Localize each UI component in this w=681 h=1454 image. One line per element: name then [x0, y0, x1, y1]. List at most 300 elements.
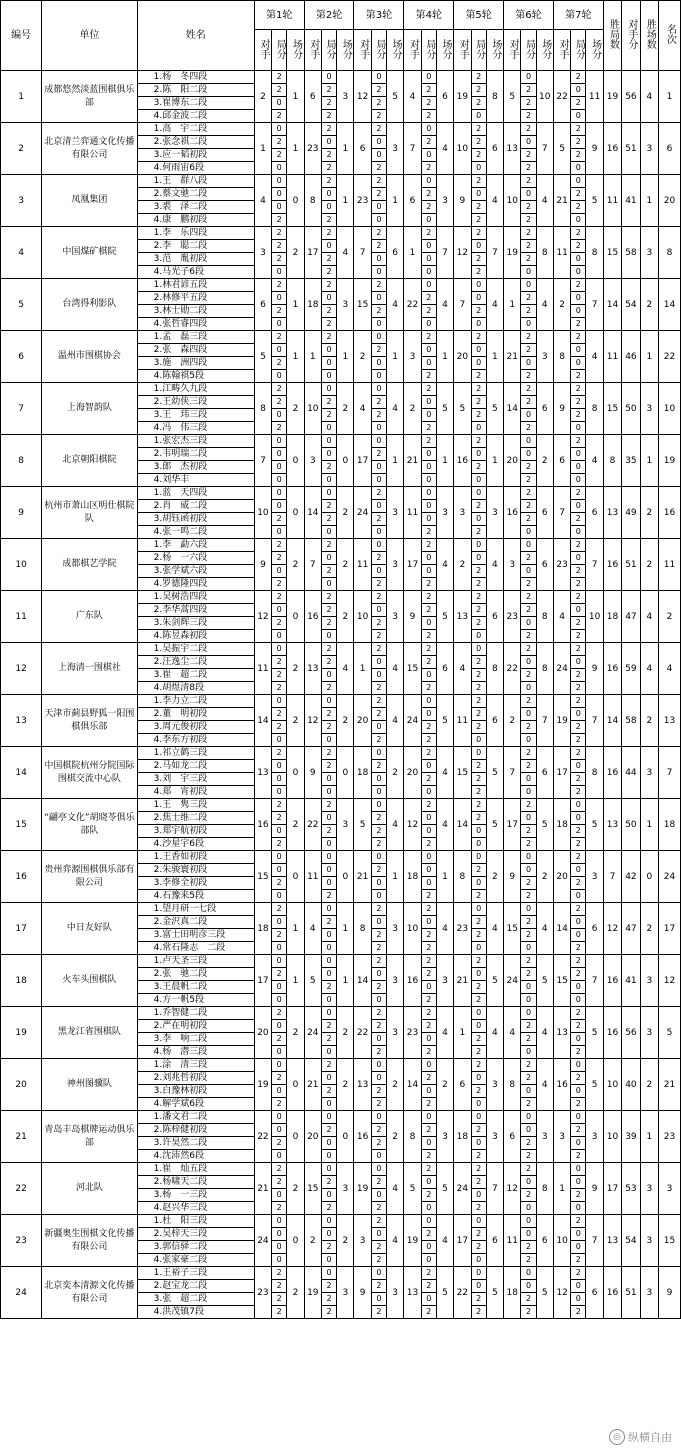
- wins-total: 19: [603, 71, 621, 123]
- opponent: 22: [504, 643, 521, 695]
- game-score: 2: [371, 838, 386, 851]
- game-score: 2: [571, 396, 586, 409]
- game-score: 2: [321, 279, 336, 292]
- opponent: 6: [304, 71, 321, 123]
- header-r3-game: 局分: [371, 30, 386, 71]
- opponent: 5: [454, 383, 471, 435]
- opponent: 6: [254, 279, 271, 331]
- game-score: 0: [272, 461, 287, 474]
- game-score: 2: [521, 968, 536, 981]
- game-score: 2: [521, 695, 536, 708]
- wins-total: 13: [603, 799, 621, 851]
- game-score: 0: [371, 292, 386, 305]
- team-unit: 中日友好队: [42, 903, 137, 955]
- player-name: 3.应一韬初段: [137, 149, 254, 162]
- game-score: 0: [272, 825, 287, 838]
- match-points: 3: [436, 955, 453, 1007]
- game-score: 0: [471, 110, 486, 123]
- game-score: 0: [571, 604, 586, 617]
- game-score: 2: [571, 786, 586, 799]
- team-no: 22: [1, 1163, 42, 1215]
- game-score: 0: [371, 968, 386, 981]
- game-score: 0: [571, 916, 586, 929]
- opponent-score-total: 47: [622, 903, 640, 955]
- game-score: 0: [321, 201, 336, 214]
- game-score: 2: [521, 227, 536, 240]
- table-row: [1, 1059, 681, 1072]
- game-score: 2: [371, 1085, 386, 1098]
- team-no: 21: [1, 1111, 42, 1163]
- game-score: 2: [272, 747, 287, 760]
- team-no: 7: [1, 383, 42, 435]
- match-points: 3: [436, 175, 453, 227]
- player-name: 4.洪茂镇7段: [137, 1306, 254, 1319]
- opponent: 1: [304, 331, 321, 383]
- game-score: 2: [521, 344, 536, 357]
- opponent: 8: [254, 383, 271, 435]
- game-score: 2: [421, 422, 436, 435]
- opponent: 11: [553, 227, 570, 279]
- game-score: 0: [321, 968, 336, 981]
- player-name: 2.刘兆哲初段: [137, 1072, 254, 1085]
- match-points: 7: [486, 1163, 503, 1215]
- game-score: 0: [421, 1293, 436, 1306]
- game-score: 2: [521, 929, 536, 942]
- rank: 13: [659, 695, 681, 747]
- player-name: 2.陈梓健初段: [137, 1124, 254, 1137]
- player-name: 3.张学斌六段: [137, 565, 254, 578]
- player-name: 3.王 玮三段: [137, 409, 254, 422]
- game-score: 2: [471, 1202, 486, 1215]
- player-name: 1.杜 阳三段: [137, 1215, 254, 1228]
- game-score: 0: [421, 461, 436, 474]
- match-wins-total: 3: [640, 123, 658, 175]
- game-score: 2: [471, 981, 486, 994]
- match-points: 1: [387, 851, 404, 903]
- game-score: 2: [521, 513, 536, 526]
- game-score: 2: [471, 1046, 486, 1059]
- player-name: 3.施 洲四段: [137, 357, 254, 370]
- game-score: 2: [521, 461, 536, 474]
- game-score: 2: [272, 396, 287, 409]
- game-score: 2: [471, 175, 486, 188]
- opponent: 10: [454, 123, 471, 175]
- game-score: 0: [421, 474, 436, 487]
- game-score: 2: [571, 331, 586, 344]
- game-score: 2: [421, 578, 436, 591]
- match-points: 1: [287, 123, 304, 175]
- game-score: 0: [272, 955, 287, 968]
- game-score: 2: [471, 591, 486, 604]
- opponent: 22: [304, 799, 321, 851]
- header-round-3: 第3轮: [354, 1, 404, 30]
- game-score: 2: [321, 1085, 336, 1098]
- game-score: 0: [272, 318, 287, 331]
- team-no: 6: [1, 331, 42, 383]
- game-score: 2: [521, 331, 536, 344]
- game-score: 2: [272, 578, 287, 591]
- match-points: 1: [337, 903, 354, 955]
- game-score: 0: [471, 318, 486, 331]
- match-wins-total: 2: [640, 903, 658, 955]
- game-score: 0: [421, 149, 436, 162]
- game-score: 0: [421, 318, 436, 331]
- game-score: 2: [421, 1072, 436, 1085]
- player-name: 4.罗德隆四段: [137, 578, 254, 591]
- game-score: 0: [521, 708, 536, 721]
- game-score: 0: [321, 1098, 336, 1111]
- game-score: 0: [272, 266, 287, 279]
- game-score: 2: [371, 578, 386, 591]
- player-name: 4.邱金波二段: [137, 110, 254, 123]
- game-score: 2: [471, 409, 486, 422]
- table-row: [1, 1163, 681, 1176]
- game-score: 0: [371, 435, 386, 448]
- game-score: 2: [471, 331, 486, 344]
- game-score: 2: [571, 734, 586, 747]
- game-score: 2: [371, 84, 386, 97]
- game-score: 2: [571, 149, 586, 162]
- header-r1-opp: 对手: [254, 30, 271, 71]
- game-score: 2: [571, 201, 586, 214]
- game-score: 0: [421, 981, 436, 994]
- opponent: 9: [504, 851, 521, 903]
- game-score: 2: [371, 552, 386, 565]
- game-score: 2: [321, 890, 336, 903]
- game-score: 2: [521, 591, 536, 604]
- opponent: 17: [454, 1215, 471, 1267]
- game-score: 2: [471, 1293, 486, 1306]
- game-score: 2: [521, 1293, 536, 1306]
- game-score: 2: [321, 981, 336, 994]
- game-score: 0: [371, 604, 386, 617]
- opponent: 13: [454, 591, 471, 643]
- wins-total: 11: [603, 175, 621, 227]
- match-points: 8: [536, 591, 553, 643]
- game-score: 2: [272, 305, 287, 318]
- game-score: 0: [321, 136, 336, 149]
- game-score: 0: [571, 292, 586, 305]
- game-score: 2: [521, 500, 536, 513]
- game-score: 2: [371, 97, 386, 110]
- game-score: 2: [571, 682, 586, 695]
- game-score: 2: [272, 1033, 287, 1046]
- match-wins-total: 1: [640, 1111, 658, 1163]
- header-r1-game: 局分: [272, 30, 287, 71]
- opponent-score-total: 41: [622, 175, 640, 227]
- game-score: 0: [321, 487, 336, 500]
- game-score: 2: [272, 812, 287, 825]
- game-score: 0: [521, 448, 536, 461]
- team-no: 10: [1, 539, 42, 591]
- game-score: 2: [521, 370, 536, 383]
- game-score: 2: [272, 1137, 287, 1150]
- game-score: 2: [272, 279, 287, 292]
- match-points: 4: [436, 1007, 453, 1059]
- team-unit: 台湾得利影队: [42, 279, 137, 331]
- rank: 21: [659, 1059, 681, 1111]
- game-score: 2: [371, 630, 386, 643]
- player-name: 1.王裕子三段: [137, 1267, 254, 1280]
- opponent: 13: [553, 1007, 570, 1059]
- game-score: 2: [321, 799, 336, 812]
- opponent-score-total: 46: [622, 331, 640, 383]
- game-score: 2: [321, 318, 336, 331]
- player-name: 3.朱剑辉三段: [137, 617, 254, 630]
- game-score: 2: [371, 643, 386, 656]
- match-points: 4: [486, 539, 503, 591]
- player-name: 4.杨 潜三段: [137, 1046, 254, 1059]
- opponent: 18: [553, 799, 570, 851]
- opponent: 10: [354, 591, 371, 643]
- match-points: 4: [486, 175, 503, 227]
- game-score: 0: [272, 1046, 287, 1059]
- match-points: 8: [586, 383, 603, 435]
- match-points: 4: [387, 383, 404, 435]
- opponent-score-total: 51: [622, 123, 640, 175]
- game-score: 0: [421, 1202, 436, 1215]
- game-score: 0: [371, 461, 386, 474]
- player-name: 4.郑 宵初段: [137, 786, 254, 799]
- opponent: 21: [553, 175, 570, 227]
- opponent: 11: [354, 539, 371, 591]
- team-unit: 天津市蓟县野狐一阳围棋俱乐部: [42, 695, 137, 747]
- game-score: 2: [321, 617, 336, 630]
- match-points: 1: [287, 71, 304, 123]
- game-score: 0: [371, 201, 386, 214]
- game-score: 0: [571, 1241, 586, 1254]
- game-score: 2: [471, 435, 486, 448]
- game-score: 2: [272, 1163, 287, 1176]
- match-points: 6: [536, 1215, 553, 1267]
- game-score: 2: [371, 617, 386, 630]
- opponent: 16: [404, 955, 421, 1007]
- game-score: 2: [471, 760, 486, 773]
- match-points: 10: [586, 591, 603, 643]
- game-score: 0: [571, 890, 586, 903]
- game-score: 0: [321, 448, 336, 461]
- team-no: 8: [1, 435, 42, 487]
- game-score: 0: [371, 1111, 386, 1124]
- game-score: 0: [272, 1254, 287, 1267]
- game-score: 2: [571, 97, 586, 110]
- game-score: 2: [421, 305, 436, 318]
- game-score: 0: [371, 1267, 386, 1280]
- match-points: 5: [486, 747, 503, 799]
- header-unit: 单位: [42, 1, 137, 71]
- match-wins-total: 2: [640, 539, 658, 591]
- match-points: 7: [586, 695, 603, 747]
- game-score: 0: [272, 1215, 287, 1228]
- game-score: 2: [521, 1189, 536, 1202]
- table-row: [1, 695, 681, 708]
- header-no: 编号: [1, 1, 42, 71]
- team-unit: 北京朝阳棋院: [42, 435, 137, 487]
- game-score: 0: [272, 1150, 287, 1163]
- player-name: 3.范 胤初段: [137, 253, 254, 266]
- opponent: 18: [304, 279, 321, 331]
- game-score: 0: [371, 474, 386, 487]
- game-score: 2: [321, 331, 336, 344]
- game-score: 0: [571, 1059, 586, 1072]
- game-score: 2: [421, 1306, 436, 1319]
- header-round-4: 第4轮: [404, 1, 454, 30]
- match-points: 2: [337, 1059, 354, 1111]
- opponent: 21: [304, 1059, 321, 1111]
- header-r7-match: 场分: [586, 30, 603, 71]
- game-score: 0: [371, 1189, 386, 1202]
- game-score: 2: [571, 123, 586, 136]
- game-score: 2: [421, 955, 436, 968]
- header-row-1: [1, 1, 681, 30]
- game-score: 2: [521, 630, 536, 643]
- match-wins-total: 2: [640, 1059, 658, 1111]
- game-score: 2: [471, 396, 486, 409]
- game-score: 0: [571, 84, 586, 97]
- match-points: 5: [436, 695, 453, 747]
- rank: 15: [659, 1215, 681, 1267]
- match-points: 4: [387, 799, 404, 851]
- player-name: 1.崔 灿五段: [137, 1163, 254, 1176]
- match-points: 4: [436, 799, 453, 851]
- game-score: 0: [571, 175, 586, 188]
- opponent: 20: [354, 695, 371, 747]
- opponent: 9: [254, 539, 271, 591]
- game-score: 2: [521, 383, 536, 396]
- table-row: [1, 175, 681, 188]
- game-score: 2: [321, 500, 336, 513]
- game-score: 2: [321, 1033, 336, 1046]
- opponent: 1: [254, 123, 271, 175]
- player-name: 1.孟 磊三段: [137, 331, 254, 344]
- opponent: 13: [254, 747, 271, 799]
- game-score: 2: [421, 1098, 436, 1111]
- game-score: 2: [471, 1033, 486, 1046]
- game-score: 0: [571, 1228, 586, 1241]
- table-row: [1, 383, 681, 396]
- game-score: 0: [321, 1254, 336, 1267]
- opponent: 21: [454, 955, 471, 1007]
- table-row: [1, 435, 681, 448]
- opponent: 10: [553, 1215, 570, 1267]
- player-name: 1.吴振宇二段: [137, 643, 254, 656]
- opponent: 1: [454, 1007, 471, 1059]
- opponent: 23: [454, 903, 471, 955]
- rank: 6: [659, 123, 681, 175]
- match-wins-total: 2: [640, 487, 658, 539]
- match-points: 2: [436, 1059, 453, 1111]
- game-score: 2: [571, 838, 586, 851]
- game-score: 2: [521, 838, 536, 851]
- player-name: 3.李 响二段: [137, 1033, 254, 1046]
- game-score: 2: [321, 682, 336, 695]
- wins-total: 16: [603, 123, 621, 175]
- table-row: [1, 487, 681, 500]
- game-score: 2: [321, 396, 336, 409]
- game-score: 2: [471, 578, 486, 591]
- player-name: 1.杨 冬四段: [137, 71, 254, 84]
- game-score: 0: [272, 981, 287, 994]
- game-score: 0: [521, 773, 536, 786]
- wechat-icon: ◎: [609, 1429, 625, 1445]
- game-score: 0: [321, 383, 336, 396]
- opponent-score-total: 53: [622, 1163, 640, 1215]
- match-points: 4: [486, 279, 503, 331]
- game-score: 2: [421, 227, 436, 240]
- player-name: 2.马如龙二段: [137, 760, 254, 773]
- game-score: 2: [521, 643, 536, 656]
- game-score: 0: [371, 370, 386, 383]
- game-score: 0: [371, 383, 386, 396]
- game-score: 2: [571, 370, 586, 383]
- game-score: 2: [371, 1202, 386, 1215]
- opponent: 10: [254, 487, 271, 539]
- game-score: 2: [371, 396, 386, 409]
- match-points: 6: [486, 695, 503, 747]
- wins-total: 15: [603, 383, 621, 435]
- player-name: 1.王 群八段: [137, 175, 254, 188]
- game-score: 0: [371, 136, 386, 149]
- game-score: 2: [272, 721, 287, 734]
- game-score: 0: [571, 1163, 586, 1176]
- player-name: 3.许昊然二段: [137, 1137, 254, 1150]
- opponent-score-total: 51: [622, 539, 640, 591]
- rank: 11: [659, 539, 681, 591]
- match-points: 2: [287, 1007, 304, 1059]
- game-score: 2: [571, 591, 586, 604]
- game-score: 0: [421, 1033, 436, 1046]
- match-points: 2: [337, 591, 354, 643]
- game-score: 2: [571, 513, 586, 526]
- game-score: 2: [371, 760, 386, 773]
- game-score: 2: [521, 253, 536, 266]
- match-points: 4: [436, 747, 453, 799]
- game-score: 2: [371, 903, 386, 916]
- game-score: 2: [321, 149, 336, 162]
- game-score: 0: [571, 344, 586, 357]
- game-score: 2: [272, 1293, 287, 1306]
- game-score: 2: [272, 591, 287, 604]
- game-score: 2: [272, 877, 287, 890]
- opponent: 7: [354, 227, 371, 279]
- game-score: 2: [371, 591, 386, 604]
- opponent: 9: [454, 175, 471, 227]
- wins-total: 16: [603, 643, 621, 695]
- player-name: 4.方一帆5段: [137, 994, 254, 1007]
- match-points: 4: [586, 435, 603, 487]
- match-points: 4: [387, 1163, 404, 1215]
- opponent: 9: [553, 383, 570, 435]
- game-score: 0: [421, 253, 436, 266]
- game-score: 2: [371, 864, 386, 877]
- game-score: 2: [421, 903, 436, 916]
- game-score: 2: [421, 682, 436, 695]
- player-name: 4.刘华丰: [137, 474, 254, 487]
- opponent: 20: [504, 435, 521, 487]
- game-score: 0: [571, 1176, 586, 1189]
- opponent: 3: [404, 331, 421, 383]
- opponent: 11: [454, 695, 471, 747]
- game-score: 0: [571, 552, 586, 565]
- match-points: 6: [387, 227, 404, 279]
- game-score: 2: [471, 123, 486, 136]
- game-score: 0: [321, 240, 336, 253]
- match-points: 2: [337, 695, 354, 747]
- game-score: 0: [321, 1072, 336, 1085]
- match-points: 0: [287, 591, 304, 643]
- header-r3-match: 场分: [387, 30, 404, 71]
- opponent-score-total: 44: [622, 747, 640, 799]
